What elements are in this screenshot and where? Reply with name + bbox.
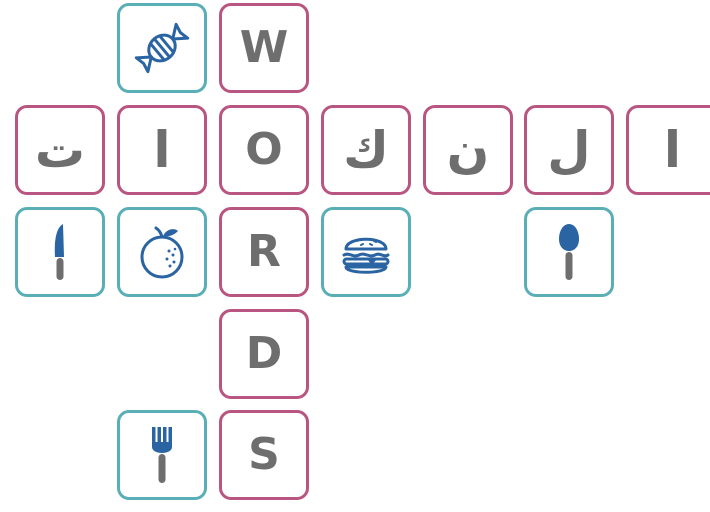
picture-tile-burger[interactable] bbox=[321, 207, 411, 297]
letter-tile-d[interactable] bbox=[219, 309, 309, 399]
knife-icon bbox=[27, 219, 93, 285]
tile-letter: ك bbox=[343, 121, 389, 179]
letter-tile-kaf[interactable] bbox=[321, 105, 411, 195]
picture-tile-orange[interactable] bbox=[117, 207, 207, 297]
tile-letter: D bbox=[245, 328, 283, 379]
candy-icon bbox=[129, 15, 195, 81]
tile-letter: ت bbox=[34, 121, 86, 179]
letter-tile-lam[interactable] bbox=[524, 105, 614, 195]
letter-tile-alif-2[interactable] bbox=[626, 105, 710, 195]
picture-tile-fork[interactable] bbox=[117, 410, 207, 500]
tile-letter: O bbox=[245, 124, 283, 175]
letter-tile-r[interactable] bbox=[219, 207, 309, 297]
picture-tile-spoon[interactable] bbox=[524, 207, 614, 297]
burger-icon bbox=[333, 219, 399, 285]
letter-tile-w[interactable] bbox=[219, 3, 309, 93]
tile-letter: ن bbox=[446, 121, 490, 179]
letter-tile-s[interactable] bbox=[219, 410, 309, 500]
letter-tile-o[interactable] bbox=[219, 105, 309, 195]
letter-tile-alif-1[interactable] bbox=[117, 105, 207, 195]
fork-icon bbox=[129, 422, 195, 488]
tile-letter: W bbox=[239, 22, 289, 73]
tile-letter: ا bbox=[663, 121, 682, 179]
orange-icon bbox=[129, 219, 195, 285]
tile-letter: R bbox=[247, 226, 281, 277]
tile-letter: ا bbox=[153, 121, 171, 179]
tile-letter: ل bbox=[547, 121, 591, 179]
spoon-icon bbox=[536, 219, 602, 285]
tile-letter: S bbox=[248, 429, 280, 480]
picture-tile-knife[interactable] bbox=[15, 207, 105, 297]
letter-tile-noon[interactable] bbox=[423, 105, 513, 195]
letter-tile-taa[interactable] bbox=[15, 105, 105, 195]
picture-tile-candy[interactable] bbox=[117, 3, 207, 93]
